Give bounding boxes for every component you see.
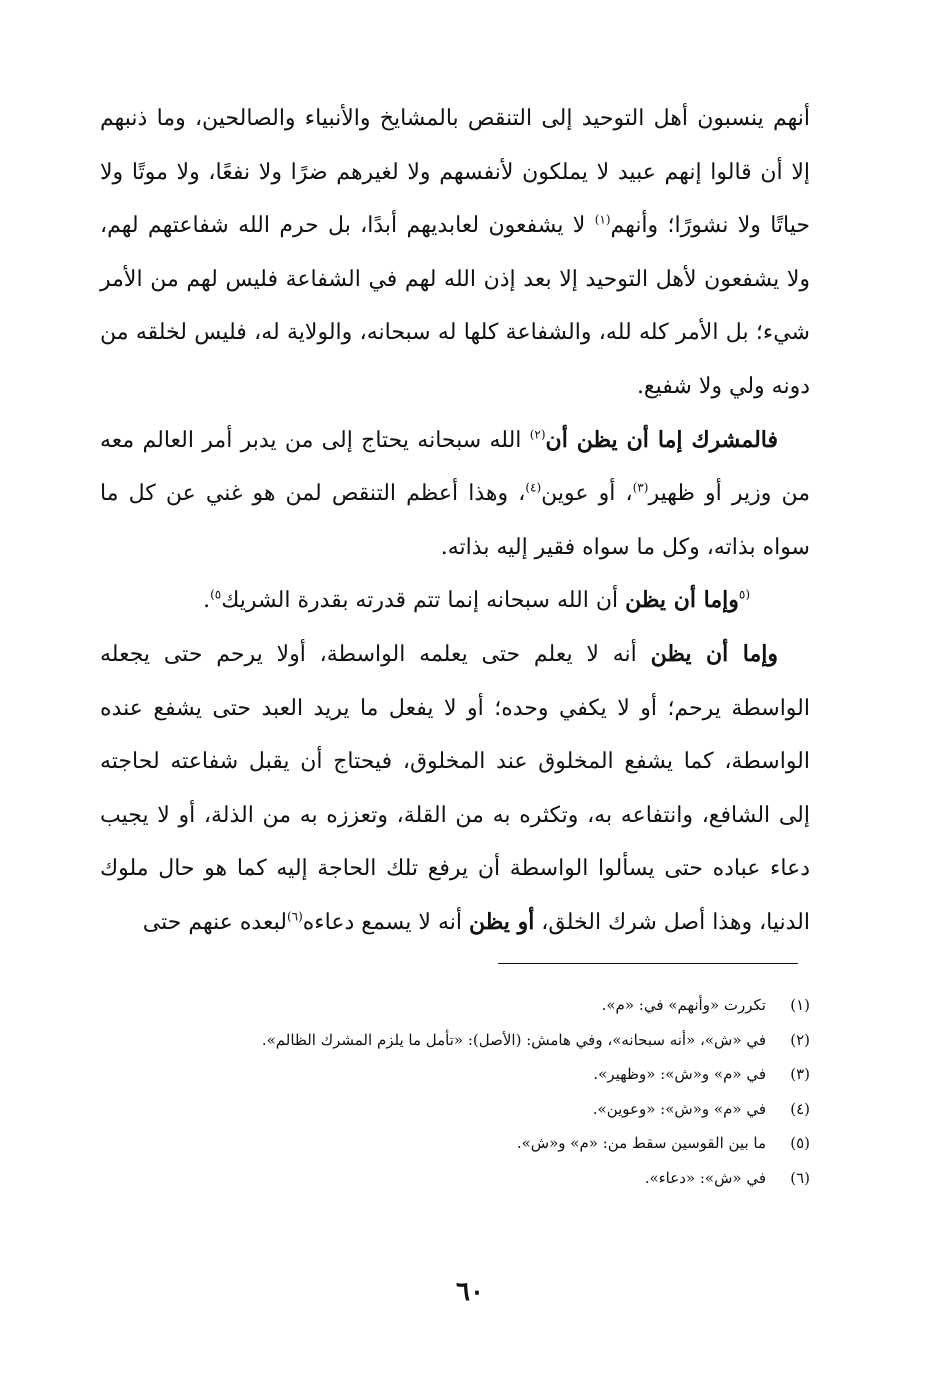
text-run: لا يشفعون لعابديهم أبدًا، بل حرم الله شفاعتهم لهم، ولا يشفعون لأهل التوحيد إلا بعد إذن الله لهم في الشفاعة فليس لهم من الأمر شيء؛ بل الأمر كله لله، والشفاعة كلها له سبحانه، والولاية له، فليس لخلقه من دونه ولي ولا شفيع. — [100, 213, 810, 399]
paragraph-2 — [100, 414, 810, 575]
footnote-text: في «ش»، «أنه سبحانه»، وفي هامش: (الأصل): «تأمل ما يلزم المشرك الظالم». — [261, 1030, 766, 1049]
footnotes — [110, 988, 810, 1196]
footnote-5 — [110, 1126, 810, 1161]
footnote-ref-6: (٦) — [286, 909, 303, 924]
page-number: ٦٠ — [456, 1277, 484, 1307]
bold-lead: وإما أن يظن — [650, 640, 778, 667]
footnote-number: (١) — [790, 996, 810, 1014]
footnote-text: في «م» و«ش»: «وظهير». — [593, 1065, 766, 1084]
footnote-4 — [110, 1092, 810, 1127]
text-run: . — [203, 588, 211, 614]
text-run: لبعده عنهم حتى — [142, 909, 287, 935]
footnote-ref-5-close: ٥) — [210, 588, 222, 603]
footnote-text: في «ش»: «دعاء». — [644, 1168, 766, 1187]
paragraph-3 — [100, 574, 810, 628]
footnote-number: (٤) — [790, 1099, 810, 1118]
footnote-ref-2: (٢) — [529, 427, 546, 442]
text-run: الله سبحانه يحتاج إلى من يدبر أمر العالم معه من وزير أو ظهير — [100, 427, 811, 507]
footnote-ref-5-open: (٥ — [738, 588, 750, 603]
footnote-text: ما بين القوسين سقط من: «م» و«ش». — [516, 1134, 766, 1153]
footnote-number: (٢) — [790, 1030, 810, 1049]
text-run: ، وهذا أعظم التنقص لمن هو غني عن كل ما سواه بذاته، وكل ما سواه فقير إليه بذاته. — [100, 481, 810, 560]
footnote-ref-1: (١) — [594, 212, 611, 227]
footnote-text: تكررت «وأنهم» في: «م». — [601, 996, 766, 1014]
text-run: أنهم ينسبون أهل التوحيد إلى التنقص بالمشايخ والأنبياء والصالحين، وما ذنبهم إلا أن قالوا إنهم عبيد لا يملكون لأنفسهم ولا لغيرهم ضرًا ولا نفعًا، ولا موتًا ولا حياتًا ولا نشورًا؛ وأنهم — [100, 106, 810, 239]
footnote-number: (٦) — [790, 1168, 810, 1187]
footnote-number: (٥) — [790, 1134, 810, 1153]
footnote-6 — [110, 1161, 810, 1196]
paragraph-1 — [100, 92, 810, 414]
footnote-ref-4: (٤) — [525, 480, 542, 495]
footnote-separator — [498, 963, 798, 964]
text-run: أنه لا يعلم حتى يعلمه الواسطة، أولا يرحم حتى يجعله الواسطة يرحم؛ أو لا يكفي وحده؛ أو لا يفعل ما يريد العبد حتى يشفع عنده الواسطة، كما يشفع المخلوق عند المخلوق، فيحتاج أن يقبل شفاعته لحاجته إلى الشافع، وانتفاعه به، وتكثره به من القلة، وتعززه به من الذلة، أو لا يجيب دعاء عباده حتى يسألوا الواسطة أن يرفع تلك الحاجة إليه كما هو حال ملوك الدنيا، وهذا أصل شرك الخلق، — [100, 641, 810, 935]
footnote-ref-3: (٣) — [632, 480, 649, 495]
text-run: ، أو عوين — [541, 481, 633, 507]
bold-phrase: أو يظن — [469, 908, 535, 935]
footnote-2 — [110, 1023, 810, 1058]
footnote-1 — [110, 988, 810, 1023]
bold-lead: وإما أن يظن — [625, 587, 739, 614]
text-run: أن الله سبحانه إنما تتم قدرته بقدرة الشريك — [221, 588, 626, 614]
paragraph-4 — [100, 628, 810, 950]
bold-lead: فالمشرك إما أن يظن أن — [545, 426, 778, 453]
main-text — [100, 92, 810, 950]
footnote-3 — [110, 1057, 810, 1092]
footnote-text: في «م» و«ش»: «وعوين». — [592, 1099, 766, 1118]
text-run: أنه لا يسمع دعاءه — [302, 909, 469, 935]
footnote-number: (٣) — [790, 1065, 810, 1084]
